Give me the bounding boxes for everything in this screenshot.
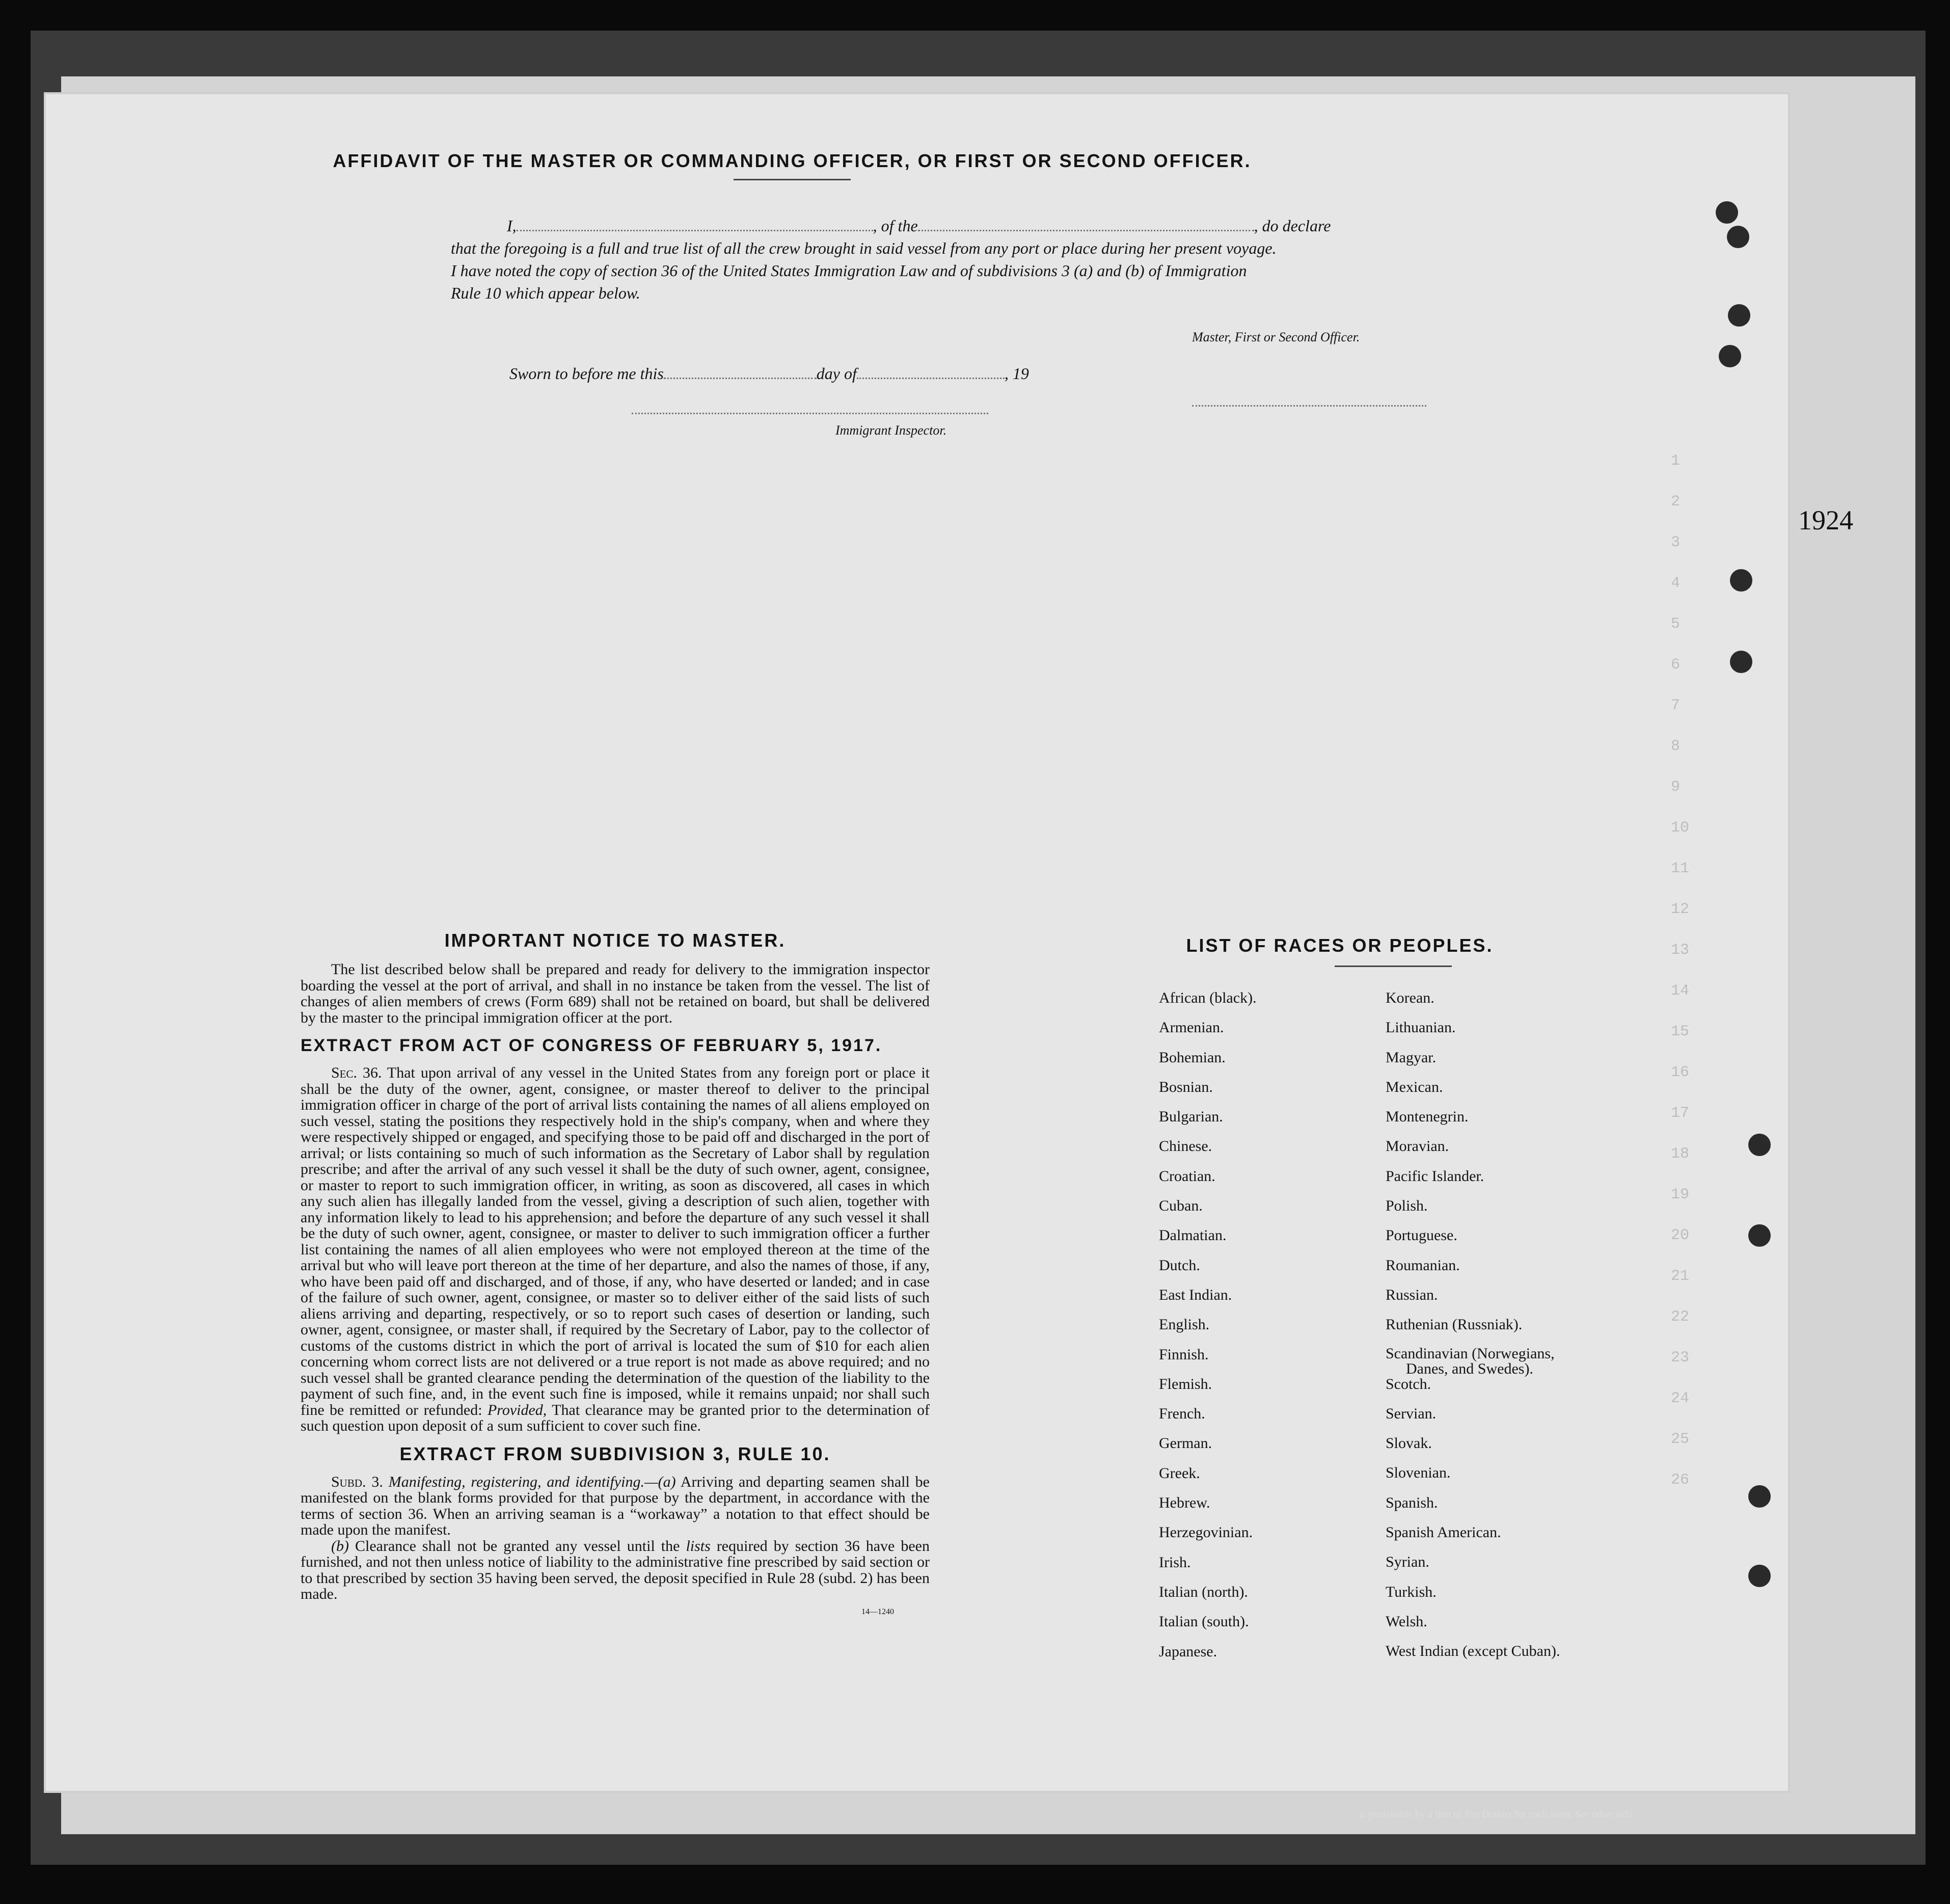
race-item: Cuban. <box>1159 1197 1203 1215</box>
race-item: Scotch. <box>1386 1375 1431 1392</box>
race-item: Dutch. <box>1159 1256 1200 1274</box>
race-item: Korean. <box>1386 989 1434 1006</box>
sworn-line: Sworn to before me this day of , 19 <box>509 364 1029 383</box>
race-item: East Indian. <box>1159 1286 1232 1303</box>
punch-hole <box>1748 1485 1771 1508</box>
race-item: Bohemian. <box>1159 1049 1226 1066</box>
race-item: English. <box>1159 1316 1210 1333</box>
subd-3a-text: Subd. 3. Manifesting, registering, and identifying.—(a) Arriving and departing seamen shall be manifested on the blank forms provided for that purpose by the department, in accordance with the terms of section 36. When an arriving seaman is a “workaway” a notation to that effect should be made upon the manifest. <box>301 1473 930 1538</box>
affidavit-title: AFFIDAVIT OF THE MASTER OR COMMANDING OFFICER, OR FIRST OR SECOND OFFICER. <box>333 150 1252 171</box>
race-item: Bosnian. <box>1159 1078 1213 1095</box>
races-title: LIST OF RACES OR PEOPLES. <box>1186 935 1494 956</box>
race-item: Welsh. <box>1386 1613 1427 1630</box>
master-signature-label: Master, First or Second Officer. <box>1192 330 1360 344</box>
race-item: Roumanian. <box>1386 1256 1460 1274</box>
act-title: EXTRACT FROM ACT OF CONGRESS OF FEBRUARY 5, 1917. <box>301 1036 882 1055</box>
affidavit-declaration-line: I, , of the , do declare <box>507 217 1331 235</box>
race-item: Syrian. <box>1386 1553 1429 1571</box>
race-item: Ruthenian (Russniak). <box>1386 1316 1523 1333</box>
race-item: Polish. <box>1386 1197 1428 1215</box>
punch-hole <box>1727 226 1749 248</box>
race-item: Mexican. <box>1386 1078 1443 1095</box>
bleed-through-row-numbers: 1 2 3 4 5 6 7 8 9 10 11 12 13 14 15 16 17 18 19 20 21 22 23 24 25 26 <box>1671 452 1690 1489</box>
race-item: Spanish. <box>1386 1494 1438 1511</box>
race-item: West Indian (except Cuban). <box>1386 1643 1560 1660</box>
race-item: Montenegrin. <box>1386 1108 1469 1125</box>
affidavit-page <box>46 94 1788 1791</box>
race-item: Scandinavian (Norwegians, <box>1386 1345 1555 1362</box>
race-item: Italian (south). <box>1159 1613 1249 1630</box>
race-item: Hebrew. <box>1159 1494 1210 1512</box>
race-item: German. <box>1159 1435 1212 1452</box>
affidavit-line-3: I have noted the copy of section 36 of the United States Immigration Law and of subdivisions 3 (a) and (b) of Immigration <box>451 261 1247 280</box>
race-item: Russian. <box>1386 1286 1438 1303</box>
name-blank <box>517 228 873 231</box>
punch-hole <box>1748 1134 1771 1156</box>
punch-hole <box>1748 1565 1771 1587</box>
footer-note: is punishable by a fine of Ten Dollars for each alien. See other side. <box>1359 1809 1635 1820</box>
punch-hole <box>1748 1224 1771 1247</box>
race-item: Italian (north). <box>1159 1583 1248 1600</box>
punch-hole <box>1719 345 1741 367</box>
races-right-column <box>1386 983 1560 1667</box>
race-item-continuation: Danes, and Swedes). <box>1406 1360 1533 1377</box>
race-item: Moravian. <box>1386 1138 1449 1155</box>
notice-text: The list described below shall be prepared and ready for delivery to the immigration inspector boarding the vessel at the port of arrival, and shall in no instance be taken from the vessel. The list of changes of alien members of crews (Form 689) shall not be retained on board, but shall be delivered by the master to the principal immigration officer at the port. <box>301 961 930 1026</box>
punch-hole <box>1730 651 1752 673</box>
form-number: 14—1240 <box>861 1607 894 1616</box>
race-item: French. <box>1159 1405 1205 1423</box>
punch-hole <box>1728 304 1750 327</box>
sec-36-text: Sec. 36. That upon arrival of any vessel in the United States from any foreign port or place it shall be the duty of the owner, agent, consignee, or master thereof to deliver to the principal immigration officer in charge of the port of arrival lists containing the names of all aliens employed on such vessel, stating the positions they respectively hold in the ship's company, when and where they were respectively shipped or engaged, and specifying those to be paid off and discharged in the port of arrival; or lists containing so much of such information as the Secretary of Labor shall by regulation prescribe; and after the arrival of any such vessel it shall be the duty of such owner, agent, consignee, or master to report to such immigration officer, in writing, as soon as discovered, all cases in which any such alien has illegally landed from the vessel, giving a description of such alien, together with any information likely to lead to his apprehension; and before the departure of any such vessel it shall be the duty of such owner, agent, consignee, or master to deliver to such immigration officer a further list containing the names of all alien employees who were not employed thereon at the time of the arrival but who will leave port thereon at the time of her departure, and also the names of those, if any, who have been paid off and discharged, and of those, if any, who have deserted or landed; and in case of the failure of such owner, agent, consignee, or master so to deliver either of the said lists of such aliens arriving and departing, respectively, or so to report such cases of desertion or landing, such owner, agent, consignee, or master shall, if required by the Secretary of Labor, pay to the collector of customs of the customs district in which the port of arrival is located the sum of $10 for each alien concerning whom correct lists are not delivered or a true report is not made as above required; and no such vessel shall be granted clearance pending the determination of the question of the liability to the payment of such fine, and, in the event such fine is imposed, while it remains unpaid; nor shall such fine be remitted or refunded: Provided, That clearance may be granted prior to the determination of such question upon deposit of a sum sufficient to cover such fine. <box>301 1064 930 1434</box>
subd-3b-text: (b) Clearance shall not be granted any vessel until the lists required by section 36 have been furnished, and not then unless notice of liability to the administrative fine prescribed by said section or to that prescribed by section 35 having been served, the deposit specified in Rule 28 (subd. 2) has been made. <box>301 1537 930 1602</box>
race-item: Greek. <box>1159 1464 1200 1482</box>
race-item: Slovak. <box>1386 1435 1432 1452</box>
master-signature-line <box>1192 405 1426 407</box>
race-item: Finnish. <box>1159 1346 1209 1363</box>
race-item: Armenian. <box>1159 1019 1224 1036</box>
vessel-blank <box>918 228 1254 231</box>
race-item: Herzegovinian. <box>1159 1524 1253 1541</box>
race-item: Bulgarian. <box>1159 1108 1223 1125</box>
race-item: Irish. <box>1159 1553 1191 1571</box>
race-item: African (black). <box>1159 989 1257 1006</box>
race-item: Spanish American. <box>1386 1524 1501 1541</box>
race-item: Pacific Islander. <box>1386 1167 1484 1185</box>
race-item: Slovenian. <box>1386 1464 1451 1482</box>
notice-title: IMPORTANT NOTICE TO MASTER. <box>444 930 786 951</box>
race-item: Magyar. <box>1386 1049 1437 1066</box>
divider <box>734 179 851 180</box>
subdivision-title: EXTRACT FROM SUBDIVISION 3, RULE 10. <box>399 1443 831 1464</box>
race-item: Lithuanian. <box>1386 1019 1456 1036</box>
race-item: Turkish. <box>1386 1583 1437 1600</box>
under-sheet-year: 1924 <box>1798 505 1853 535</box>
affidavit-line-2: that the foregoing is a full and true list of all the crew brought in said vessel from any port or place during her present voyage. <box>451 239 1277 257</box>
affidavit-line-4: Rule 10 which appear below. <box>451 284 640 302</box>
race-item: Flemish. <box>1159 1375 1212 1392</box>
race-item: Portuguese. <box>1386 1227 1457 1244</box>
race-item: Dalmatian. <box>1159 1227 1227 1244</box>
punch-hole <box>1730 569 1752 592</box>
race-item: Croatian. <box>1159 1167 1215 1185</box>
divider <box>1335 966 1452 967</box>
race-item: Chinese. <box>1159 1138 1212 1155</box>
inspector-signature-label: Immigrant Inspector. <box>835 423 947 438</box>
race-item: Servian. <box>1386 1405 1437 1422</box>
left-column <box>301 930 930 1617</box>
inspector-signature-line <box>632 413 988 414</box>
punch-hole <box>1716 201 1738 224</box>
races-left-column <box>1159 983 1257 1667</box>
race-item: Japanese. <box>1159 1643 1217 1660</box>
